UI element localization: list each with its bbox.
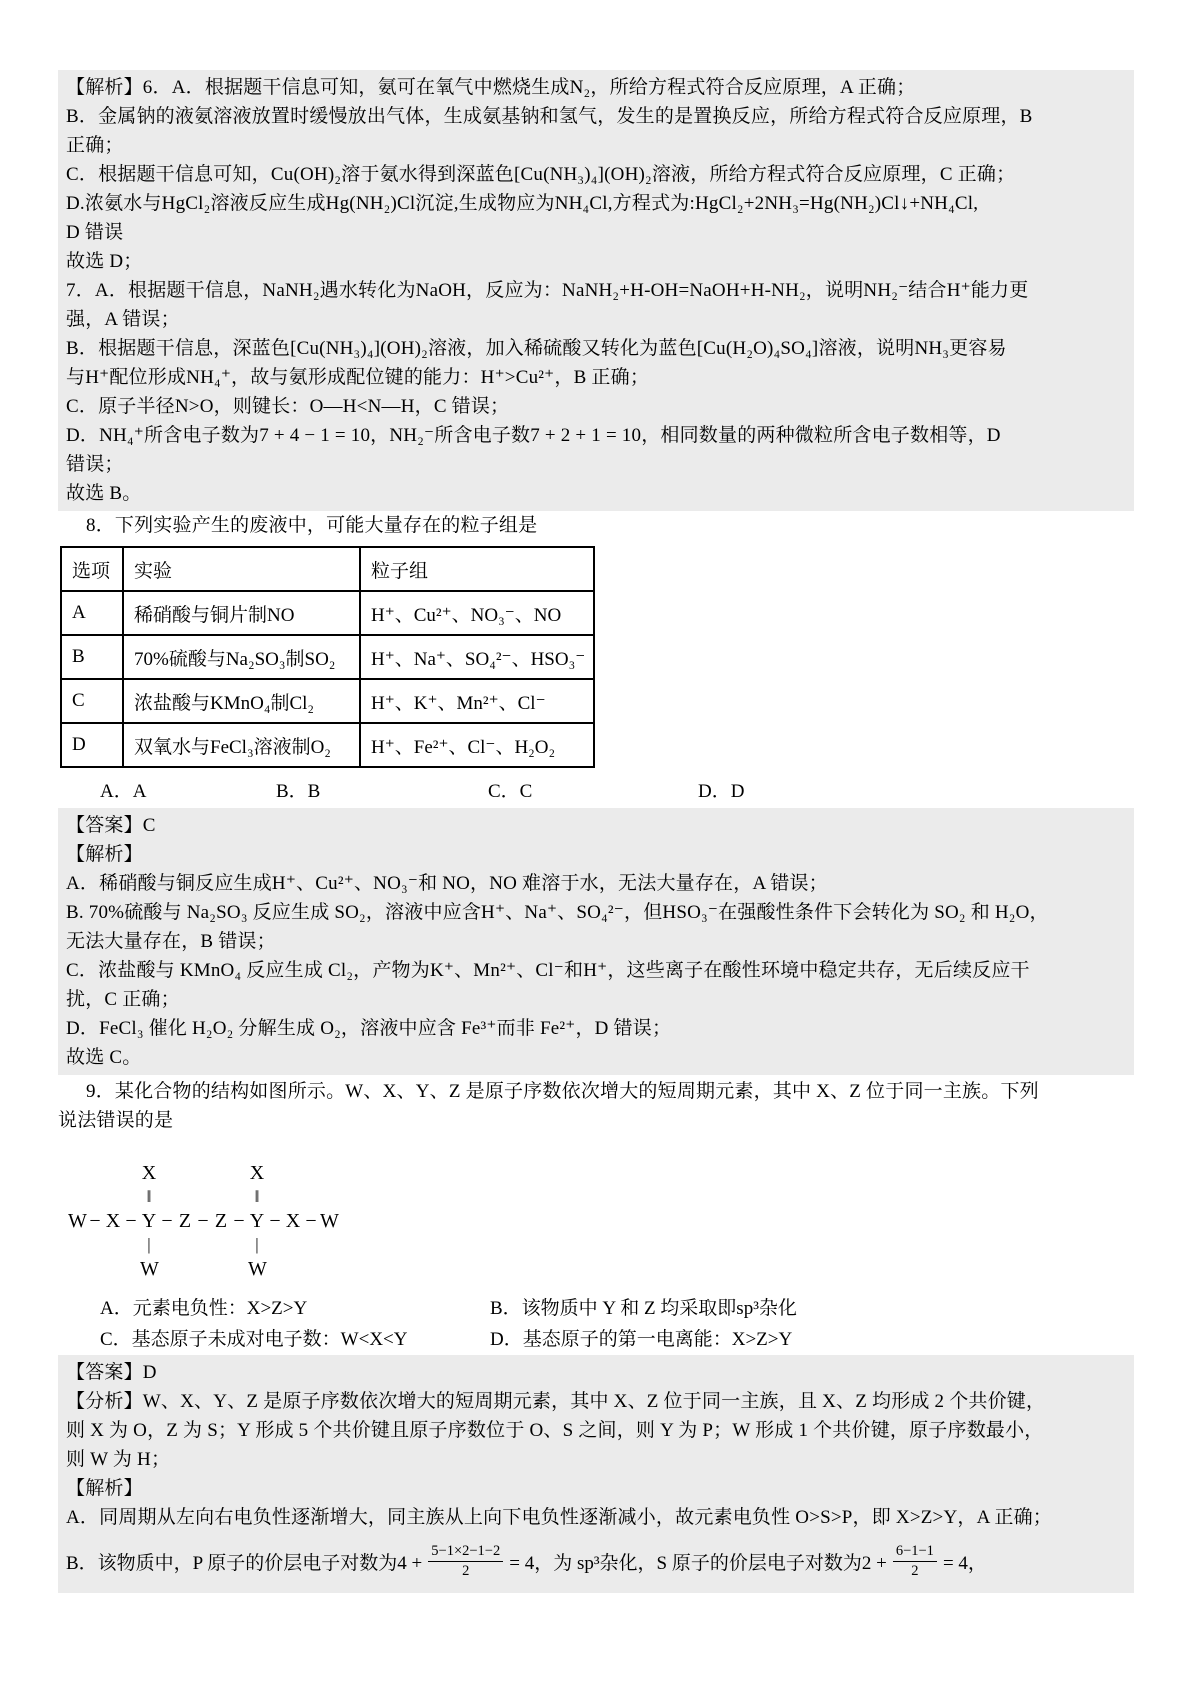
analysis-line: 正确； bbox=[66, 135, 124, 156]
analysis-line-with-fractions bbox=[66, 1532, 1126, 1590]
spacer bbox=[122, 1161, 140, 1185]
spacer bbox=[284, 1233, 302, 1257]
bond-symbol: | bbox=[147, 1235, 151, 1254]
analysis-line: D 错误 bbox=[66, 222, 124, 243]
atom-label: Z bbox=[178, 1210, 192, 1232]
analysis-line: C．原子半径N>O，则键长：O—H<N—H，C 错误； bbox=[66, 396, 510, 417]
spacer bbox=[302, 1161, 320, 1185]
table-header-row bbox=[61, 547, 594, 591]
spacer bbox=[158, 1161, 176, 1185]
structure-row bbox=[68, 1161, 1134, 1185]
q8-table bbox=[60, 546, 595, 768]
spacer bbox=[122, 1257, 140, 1281]
fraction-1 bbox=[428, 1542, 503, 1581]
table-cell: C bbox=[61, 679, 123, 723]
spacer bbox=[176, 1257, 194, 1281]
spacer bbox=[68, 1233, 86, 1257]
spacer bbox=[212, 1185, 230, 1209]
spacer bbox=[302, 1257, 320, 1281]
spacer bbox=[104, 1185, 122, 1209]
spacer bbox=[212, 1233, 230, 1257]
analysis-line: C．根据题干信息可知，Cu(OH)₂溶于氨水得到深蓝色[Cu(NH₃)₄](OH)₂溶液，所给方程式符合反应原理，C 正确； bbox=[66, 164, 1016, 185]
q9-option-d: D．基态原子的第一电离能：X>Z>Y bbox=[490, 1329, 793, 1350]
analysis-line: D.浓氨水与HgCl₂溶液反应生成Hg(NH₂)Cl沉淀,生成物应为NH₄Cl,方程式为:HgCl₂+2NH₃=Hg(NH₂)Cl↓+NH₄Cl, bbox=[66, 193, 979, 214]
analysis-line: 【答案】D bbox=[66, 1362, 157, 1383]
analysis-line: 则 X 为 O，Z 为 S；Y 形成 5 个共价键且原子序数位于 O、S 之间，则 Y 为 P；W 形成 1 个共价键，原子序数最小， bbox=[66, 1420, 1044, 1441]
spacer bbox=[266, 1185, 284, 1209]
analysis-line: 【解析】 bbox=[66, 844, 143, 865]
q9-option-a: A．元素电负性：X>Z>Y bbox=[100, 1298, 308, 1319]
bond-symbol: − bbox=[161, 1210, 173, 1232]
header-cell: 选项 bbox=[61, 547, 123, 591]
atom-label: X bbox=[285, 1210, 301, 1232]
analysis-line: 故选 C。 bbox=[66, 1047, 142, 1068]
spacer bbox=[68, 1185, 86, 1209]
bond-symbol: | bbox=[255, 1235, 259, 1254]
q8-option-a: A．A bbox=[100, 781, 147, 802]
spacer bbox=[194, 1185, 212, 1209]
bond-symbol: − bbox=[269, 1210, 281, 1232]
spacer bbox=[86, 1185, 104, 1209]
spacer bbox=[104, 1257, 122, 1281]
atom-label: X bbox=[105, 1210, 121, 1232]
table-cell: A bbox=[61, 591, 123, 635]
q8-option-b: B．B bbox=[276, 781, 321, 802]
table-cell: 浓盐酸与KMnO₄制Cl₂ bbox=[123, 679, 360, 723]
spacer bbox=[266, 1161, 284, 1185]
bond-symbol: − bbox=[305, 1210, 317, 1232]
answer-block-q8 bbox=[58, 808, 1134, 1075]
spacer bbox=[104, 1233, 122, 1257]
analysis-block-q6-q7 bbox=[58, 70, 1134, 511]
q8-options-row bbox=[58, 776, 1134, 808]
spacer bbox=[158, 1233, 176, 1257]
analysis-line: 故选 D； bbox=[66, 251, 143, 272]
analysis-line: 【分析】W、X、Y、Z 是原子序数依次增大的短周期元素，其中 X、Z 位于同一主族，且 X、Z 均形成 2 个共价键， bbox=[66, 1391, 1046, 1412]
bond-symbol: − bbox=[197, 1210, 209, 1232]
atom-label: X bbox=[141, 1162, 157, 1184]
fraction-1-numerator: 5−1×2−1−2 bbox=[428, 1542, 503, 1562]
spacer bbox=[86, 1257, 104, 1281]
spacer bbox=[158, 1185, 176, 1209]
q8-option-c: C．C bbox=[488, 781, 533, 802]
structure-row bbox=[68, 1257, 1134, 1281]
spacer bbox=[86, 1233, 104, 1257]
question-8-block bbox=[58, 511, 1134, 808]
spacer bbox=[176, 1161, 194, 1185]
q9-option-b: B．该物质中 Y 和 Z 均采取即sp³杂化 bbox=[490, 1298, 797, 1319]
spacer bbox=[212, 1161, 230, 1185]
analysis-line: A．同周期从左向右电负性逐渐增大，同主族从上向下电负性逐渐减小，故元素电负性 O>S>P，即 X>Z>Y，A 正确； bbox=[66, 1507, 1053, 1528]
spacer bbox=[194, 1233, 212, 1257]
spacer bbox=[320, 1257, 338, 1281]
spacer bbox=[158, 1257, 176, 1281]
q8-option-d: D．D bbox=[698, 781, 745, 802]
bond-symbol: − bbox=[89, 1210, 101, 1232]
table-row bbox=[61, 591, 594, 635]
spacer bbox=[266, 1233, 284, 1257]
spacer bbox=[320, 1185, 338, 1209]
table-cell: H⁺、Cu²⁺、NO₃⁻、NO bbox=[360, 591, 594, 635]
bond-symbol: − bbox=[125, 1210, 137, 1232]
frac-line-mid: = 4，为 sp³杂化，S 原子的价层电子对数为2 + bbox=[509, 1552, 887, 1574]
spacer bbox=[320, 1161, 338, 1185]
bond-symbol: ‖ bbox=[146, 1187, 152, 1206]
fraction-2 bbox=[893, 1542, 937, 1581]
spacer bbox=[230, 1233, 248, 1257]
spacer bbox=[194, 1257, 212, 1281]
analysis-line: 扰，C 正确； bbox=[66, 989, 180, 1010]
table-cell: 70%硫酸与Na₂SO₃制SO₂ bbox=[123, 635, 360, 679]
analysis-line: 【解析】 bbox=[66, 1478, 143, 1499]
analysis-line: 7．A．根据题干信息，NaNH₂遇水转化为NaOH，反应为：NaNH₂+H-OH=NaOH+H-NH₂，说明NH₂⁻结合H⁺能力更 bbox=[66, 280, 1029, 301]
spacer bbox=[86, 1161, 104, 1185]
atom-label: X bbox=[249, 1162, 265, 1184]
structure-row bbox=[68, 1185, 1134, 1209]
atom-label: W bbox=[140, 1258, 159, 1280]
analysis-line: 【解析】6．A．根据题干信息可知，氨可在氧气中燃烧生成N₂，所给方程式符合反应原理，A 正确； bbox=[66, 77, 916, 98]
q9-options-grid bbox=[58, 1293, 1134, 1355]
frac-line-pre: B．该物质中，P 原子的价层电子对数为4 + bbox=[66, 1552, 423, 1574]
q9-option-c: C．基态原子未成对电子数：W<X<Y bbox=[100, 1329, 408, 1350]
table-row bbox=[61, 635, 594, 679]
answer-block-q9 bbox=[58, 1355, 1134, 1593]
table-row bbox=[61, 679, 594, 723]
spacer bbox=[122, 1233, 140, 1257]
structure-row bbox=[68, 1209, 1134, 1233]
spacer bbox=[176, 1185, 194, 1209]
atom-label: Y bbox=[141, 1210, 157, 1232]
table-row bbox=[61, 723, 594, 767]
structure-row bbox=[68, 1233, 1134, 1257]
spacer bbox=[68, 1257, 86, 1281]
analysis-line: D．FeCl₃ 催化 H₂O₂ 分解生成 O₂，溶液中应含 Fe³⁺而非 Fe²⁺，D 错误； bbox=[66, 1018, 672, 1039]
atom-label: W bbox=[248, 1258, 267, 1280]
analysis-line: B. 70%硫酸与 Na₂SO₃ 反应生成 SO₂，溶液中应含H⁺、Na⁺、SO₄²⁻，但HSO₃⁻在强酸性条件下会转化为 SO₂ 和 H₂O， bbox=[66, 902, 1049, 923]
table-cell: H⁺、K⁺、Mn²⁺、Cl⁻ bbox=[360, 679, 594, 723]
table-cell: 稀硝酸与铜片制NO bbox=[123, 591, 360, 635]
fraction-1-denominator: 2 bbox=[462, 1562, 470, 1579]
spacer bbox=[230, 1185, 248, 1209]
analysis-line: 与H⁺配位形成NH₄⁺，故与氨形成配位键的能力：H⁺>Cu²⁺，B 正确； bbox=[66, 367, 650, 388]
spacer bbox=[194, 1161, 212, 1185]
q9-stem-line2: 说法错误的是 bbox=[58, 1110, 174, 1131]
atom-label: Y bbox=[249, 1210, 265, 1232]
analysis-line: 强，A 错误； bbox=[66, 309, 180, 330]
table-cell: H⁺、Na⁺、SO₄²⁻、HSO₃⁻ bbox=[360, 635, 594, 679]
spacer bbox=[302, 1185, 320, 1209]
spacer bbox=[104, 1161, 122, 1185]
question-9-block bbox=[58, 1075, 1134, 1355]
analysis-line: B．金属钠的液氨溶液放置时缓慢放出气体，生成氨基钠和氢气，发生的是置换反应，所给方程式符合反应原理，B bbox=[66, 106, 1033, 127]
spacer bbox=[176, 1233, 194, 1257]
spacer bbox=[266, 1257, 284, 1281]
spacer bbox=[284, 1185, 302, 1209]
atom-label: W bbox=[320, 1210, 339, 1232]
spacer bbox=[230, 1257, 248, 1281]
structure-diagram bbox=[68, 1161, 1134, 1281]
spacer bbox=[302, 1233, 320, 1257]
header-cell: 实验 bbox=[123, 547, 360, 591]
spacer bbox=[230, 1161, 248, 1185]
analysis-line: 无法大量存在，B 错误； bbox=[66, 931, 276, 952]
header-cell: 粒子组 bbox=[360, 547, 594, 591]
analysis-line: B．根据题干信息，深蓝色[Cu(NH₃)₄](OH)₂溶液，加入稀硫酸又转化为蓝色[Cu(H₂O)₄SO₄]溶液，说明NH₃更容易 bbox=[66, 338, 1007, 359]
bond-symbol: − bbox=[233, 1210, 245, 1232]
q9-stem-line1: 9．某化合物的结构如图所示。W、X、Y、Z 是原子序数依次增大的短周期元素，其中 X、Z 位于同一主族。下列 bbox=[86, 1081, 1039, 1102]
spacer bbox=[212, 1257, 230, 1281]
table-cell: 双氧水与FeCl₃溶液制O₂ bbox=[123, 723, 360, 767]
analysis-line: 故选 B。 bbox=[66, 483, 142, 504]
fraction-2-denominator: 2 bbox=[911, 1562, 919, 1579]
frac-line-post: = 4， bbox=[942, 1552, 987, 1574]
answer-q9-lines bbox=[66, 1358, 1126, 1532]
analysis-line: A．稀硝酸与铜反应生成H⁺、Cu²⁺、NO₃⁻和 NO，NO 难溶于水，无法大量存在，A 错误； bbox=[66, 873, 828, 894]
analysis-line: 则 W 为 H； bbox=[66, 1449, 171, 1470]
atom-label: W bbox=[68, 1210, 87, 1232]
q8-stem: 8．下列实验产生的废液中，可能大量存在的粒子组是 bbox=[86, 515, 538, 536]
table-cell: B bbox=[61, 635, 123, 679]
table-cell: H⁺、Fe²⁺、Cl⁻、H₂O₂ bbox=[360, 723, 594, 767]
analysis-line: 错误； bbox=[66, 454, 124, 475]
spacer bbox=[284, 1161, 302, 1185]
bond-symbol: ‖ bbox=[254, 1187, 260, 1206]
spacer bbox=[122, 1185, 140, 1209]
table-cell: D bbox=[61, 723, 123, 767]
spacer bbox=[68, 1161, 86, 1185]
fraction-2-numerator: 6−1−1 bbox=[893, 1542, 937, 1562]
analysis-line: 【答案】C bbox=[66, 815, 156, 836]
analysis-line: D．NH₄⁺所含电子数为7 + 4 − 1 = 10，NH₂⁻所含电子数7 + 2 + 1 = 10，相同数量的两种微粒所含电子数相等，D bbox=[66, 425, 1001, 446]
spacer bbox=[320, 1233, 338, 1257]
atom-label: Z bbox=[214, 1210, 228, 1232]
analysis-line: C．浓盐酸与 KMnO₄ 反应生成 Cl₂，产物为K⁺、Mn²⁺、Cl⁻和H⁺，这些离子在酸性环境中稳定共存，无后续反应干 bbox=[66, 960, 1030, 981]
spacer bbox=[284, 1257, 302, 1281]
